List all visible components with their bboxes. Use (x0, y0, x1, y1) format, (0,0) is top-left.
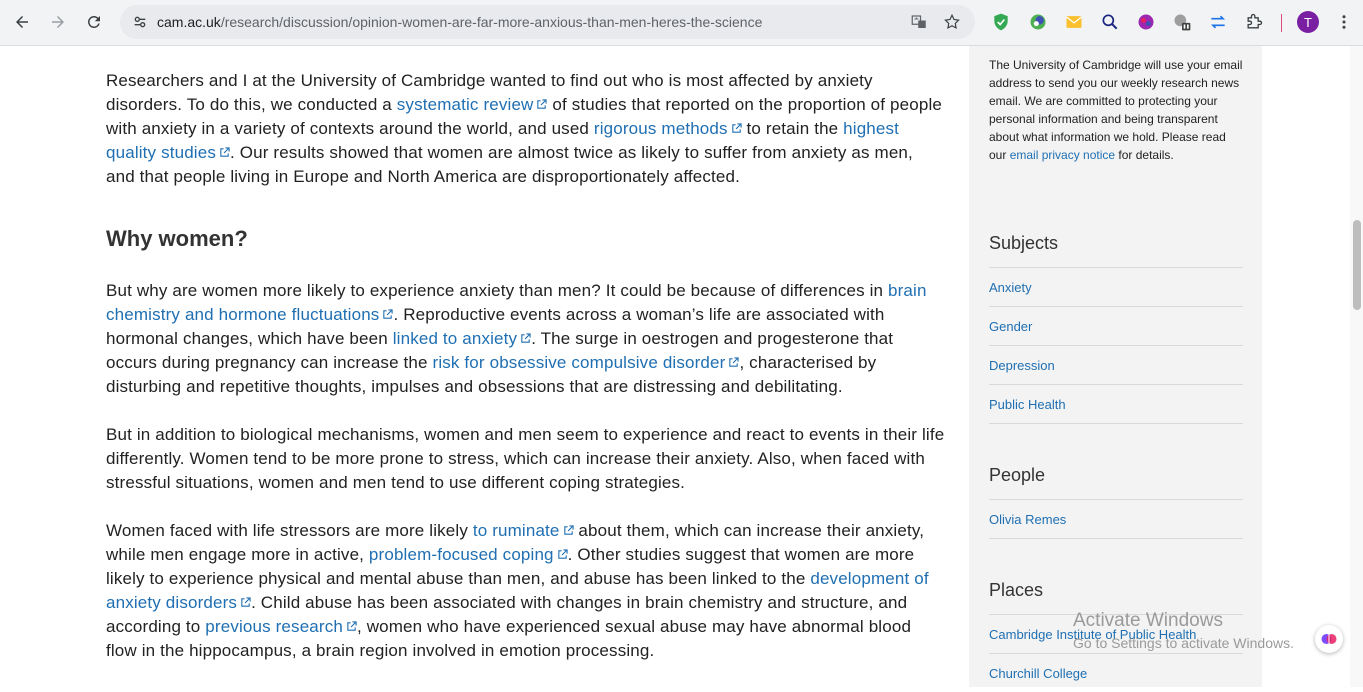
toolbar-divider (1281, 14, 1282, 32)
subjects-heading: Subjects (989, 233, 1059, 253)
external-link-icon (520, 333, 531, 344)
text: . The surge in oestrogen and progesterone that occurs during pregnancy can increase the (106, 329, 894, 372)
link-ocd-risk[interactable]: risk for obsessive compulsive disorder (433, 353, 740, 372)
back-button[interactable] (6, 6, 38, 38)
extensions-puzzle-icon[interactable] (1243, 11, 1265, 33)
external-link-icon (346, 621, 357, 632)
link-development-of-anxiety[interactable]: development of anxiety disorders (106, 569, 929, 612)
subject-item-anxiety[interactable]: Anxiety (989, 267, 1243, 306)
text: . Other studies suggest that women are more likely to experience physical and mental abuse than men, and abuse has been linked to the (106, 545, 915, 588)
shield-extension-icon[interactable] (990, 11, 1012, 33)
text: to retain the (741, 119, 844, 138)
site-info-icon[interactable] (128, 10, 152, 34)
subject-item-depression[interactable]: Depression (989, 345, 1243, 384)
browser-toolbar (0, 0, 1363, 46)
link-to-ruminate[interactable]: to ruminate (473, 521, 574, 540)
email-privacy-notice-link[interactable]: email privacy notice (1009, 148, 1116, 162)
paragraph-4 (106, 519, 946, 663)
link-problem-focused-coping[interactable]: problem-focused coping (369, 545, 568, 564)
subject-item-public-health[interactable]: Public Health (989, 384, 1243, 423)
search-extension-icon[interactable] (1099, 11, 1121, 33)
people-list (989, 499, 1243, 539)
address-bar[interactable] (120, 5, 975, 39)
external-link-icon (731, 123, 742, 134)
notice-end: for details. (1115, 148, 1174, 162)
link-systematic-review[interactable]: systematic review (397, 95, 548, 114)
assistant-floating-button[interactable] (1315, 625, 1343, 653)
back-arrow-icon (13, 13, 31, 31)
external-link-icon (219, 147, 230, 158)
section-heading: Why women? (106, 226, 248, 251)
link-highest-quality-studies[interactable]: highest quality studies (106, 119, 900, 162)
people-heading: People (989, 465, 1046, 485)
activate-windows-watermark (1073, 610, 1294, 651)
external-link-icon (563, 525, 574, 536)
text: . Child abuse has been associated with changes in brain chemistry and structure, and according to (106, 593, 908, 636)
watermark-line-2: Go to Settings to activate Windows. (1073, 635, 1294, 651)
link-brain-chemistry[interactable]: brain chemistry and hormone fluctuations (106, 281, 927, 324)
place-item-cambridge-institute[interactable]: Cambridge Institute of Public Health (989, 614, 1243, 653)
subjects-list (989, 267, 1243, 424)
mail-extension-icon[interactable] (1063, 11, 1085, 33)
external-link-icon (536, 99, 547, 110)
text: Women faced with life stressors are more likely (106, 521, 473, 540)
browser-menu-icon[interactable] (1334, 11, 1354, 33)
forward-arrow-icon (49, 13, 67, 31)
place-item-churchill-college[interactable]: Churchill College (989, 653, 1243, 692)
places-heading: Places (989, 580, 1044, 600)
people-item-olivia-remes[interactable]: Olivia Remes (989, 499, 1243, 538)
text: But why are women more likely to experience anxiety than men? It could be because of differences in (106, 281, 888, 300)
text: about them, which can increase their anxiety, while men engage more in active, (106, 521, 925, 564)
external-link-icon (240, 597, 251, 608)
external-link-icon (382, 309, 393, 320)
subject-item-gender[interactable]: Gender (989, 306, 1243, 345)
reload-button[interactable] (78, 6, 110, 38)
link-previous-research[interactable]: previous research (205, 617, 357, 636)
bookmark-star-icon[interactable] (940, 10, 964, 34)
reload-icon (85, 13, 103, 31)
brain-icon (1319, 629, 1339, 649)
brain-extension-icon[interactable] (1135, 11, 1157, 33)
url-text (157, 14, 762, 30)
link-linked-to-anxiety[interactable]: linked to anxiety (393, 329, 531, 348)
url-path: /research/discussion/opinion-women-are-far-more-anxious-than-men-heres-the-science (220, 14, 763, 30)
external-link-icon (728, 357, 739, 368)
external-link-icon (557, 549, 568, 560)
privacy-notice (989, 56, 1244, 164)
incognito-extension-icon[interactable] (1171, 11, 1193, 33)
scrollbar-thumb[interactable] (1353, 220, 1361, 310)
watermark-line-1: Activate Windows (1073, 610, 1223, 631)
translate-icon[interactable] (907, 10, 931, 34)
paragraph-2 (106, 279, 946, 399)
url-host: cam.ac.uk (157, 14, 221, 30)
sync-extension-icon[interactable] (1207, 11, 1229, 33)
paragraph-1 (106, 69, 946, 189)
text: of studies that reported on the proportion of people with anxiety in a variety of contexts around the world, and used (106, 95, 942, 138)
text: . Our results showed that women are almost twice as likely to suffer from anxiety as men, and that people living in Europe and North America are disproportionately affected. (106, 143, 913, 186)
text: , women who have experienced sexual abuse may have abnormal blood flow in the hippocampus, a brain region involved in emotion processing. (106, 617, 912, 660)
notice-text: The University of Cambridge will use your email address to send you our weekly research news email. We are committed to protecting your personal information and being transparent about what information we hold. Please read our (989, 58, 1243, 162)
paragraph-3: But in addition to biological mechanisms, women and men seem to experience and react to events in their life differently. Women tend to be more prone to stress, which can increase their anxiety. Also, when faced with stressful situations, women and men tend to use different coping strategies. (106, 425, 945, 492)
text: . Reproductive events across a woman’s life are associated with hormonal changes, which have been (106, 305, 885, 348)
sidebar (969, 46, 1262, 687)
text: , characterised by disturbing and repetitive thoughts, impulses and obsessions that are distressing and debilitating. (106, 353, 877, 396)
color-extension-icon[interactable] (1027, 11, 1049, 33)
page-scrollbar[interactable] (1350, 46, 1363, 687)
link-rigorous-methods[interactable]: rigorous methods (594, 119, 742, 138)
profile-avatar[interactable]: T (1297, 11, 1319, 33)
forward-button[interactable] (42, 6, 74, 38)
text: Researchers and I at the University of Cambridge wanted to find out who is most affected by anxiety disorders. To do this, we conducted a (106, 71, 873, 114)
